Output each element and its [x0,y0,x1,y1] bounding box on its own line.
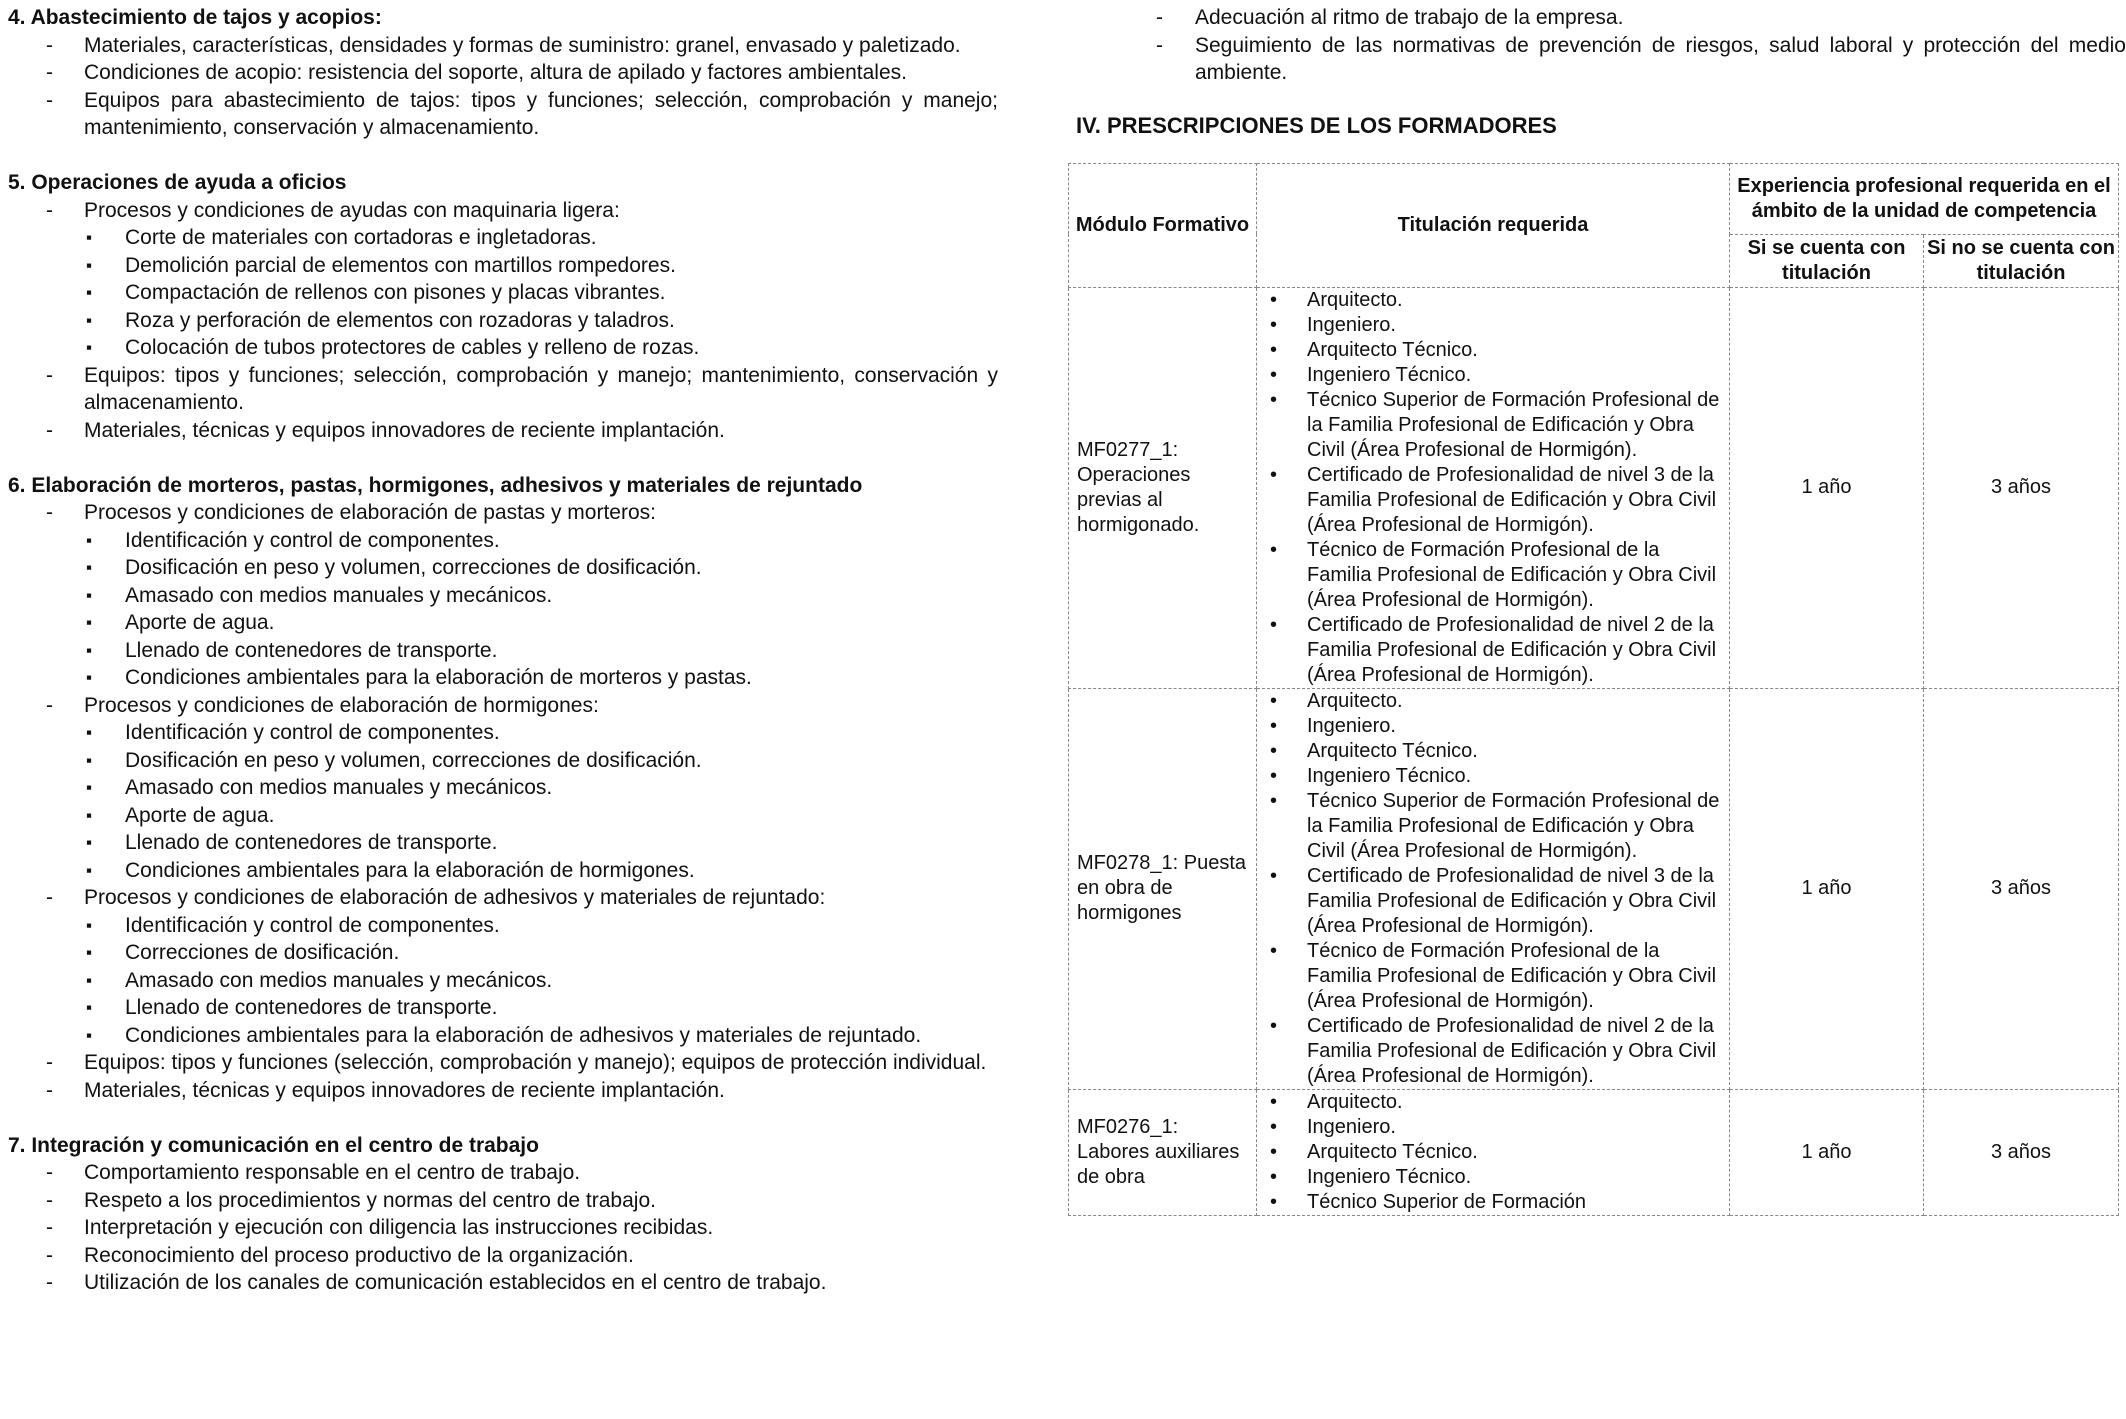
sub-list-item: ▪ Identificación y control de componentes. [8,719,998,747]
sub-list-item: ▪ Condiciones ambientales para la elaboración de morteros y pastas. [8,664,998,692]
sub-list-item: ▪ Corte de materiales con cortadoras e ingletadoras. [8,224,998,252]
experiencia-con-cell: 1 año [1730,287,1924,688]
sub-list-item: ▪ Amasado con medios manuales y mecánicos. [8,967,998,995]
titulacion-item: • Arquitecto. [1257,689,1725,714]
sub-list-item: ▪ Correcciones de dosificación. [8,939,998,967]
titulacion-item: • Ingeniero. [1257,313,1725,338]
titulacion-item: • Arquitecto Técnico. [1257,338,1725,363]
list-item: - Comportamiento responsable en el centro de trabajo. [8,1159,998,1187]
section-title: 4. Abastecimiento de tajos y acopios: [8,6,382,29]
titulacion-cell [1257,287,1730,688]
experiencia-con-cell: 1 año [1730,688,1924,1089]
titulacion-item: • Arquitecto Técnico. [1257,739,1725,764]
sub-list-item: ▪ Amasado con medios manuales y mecánicos. [8,774,998,802]
table-row [1069,1089,2119,1215]
list-item: - Procesos y condiciones de ayudas con maquinaria ligera: [8,197,998,225]
titulacion-item: • Ingeniero. [1257,714,1725,739]
titulacion-item: • Arquitecto. [1257,288,1725,313]
titulacion-item: • Arquitecto. [1257,1090,1725,1115]
section-4 [8,4,998,142]
list-item: - Reconocimiento del proceso productivo de la organización. [8,1242,998,1270]
list-item: - Procesos y condiciones de elaboración de hormigones: [8,692,998,720]
titulacion-item: • Técnico Superior de Formación [1257,1190,1725,1215]
sub-list-item: ▪ Aporte de agua. [8,609,998,637]
header-modulo: Módulo Formativo [1069,163,1257,287]
table-row [1069,287,2119,688]
titulacion-item: • Técnico Superior de Formación Profesional de la Familia Profesional de Edificación y Obra Civil (Área Profesional de Hormigón). [1257,789,1725,864]
titulacion-item: • Certificado de Profesionalidad de nivel 3 de la Familia Profesional de Edificación y Obra Civil (Área Profesional de Hormigón). [1257,864,1725,939]
right-column [1076,4,2126,1216]
titulacion-item: • Certificado de Profesionalidad de nivel 2 de la Familia Profesional de Edificación y Obra Civil (Área Profesional de Hormigón). [1257,613,1725,688]
section-title: 6. Elaboración de morteros, pastas, hormigones, adhesivos y materiales de rejuntado [8,473,863,497]
titulacion-item: • Certificado de Profesionalidad de nivel 2 de la Familia Profesional de Edificación y Obra Civil (Área Profesional de Hormigón). [1257,1014,1725,1089]
list-item: - Materiales, técnicas y equipos innovadores de reciente implantación. [8,417,998,445]
section-title: 7. Integración y comunicación en el centro de trabajo [8,1133,539,1157]
section-5 [8,169,998,444]
sub-list-item: ▪ Aporte de agua. [8,802,998,830]
experiencia-sin-cell: 3 años [1924,1089,2119,1215]
formadores-table [1068,163,2119,1216]
titulacion-item: • Técnico Superior de Formación Profesional de la Familia Profesional de Edificación y Obra Civil (Área Profesional de Hormigón). [1257,388,1725,463]
left-column [8,4,998,1297]
titulacion-item: • Ingeniero. [1257,1115,1725,1140]
list-item: - Equipos para abastecimiento de tajos: tipos y funciones; selección, comprobación y manejo; mantenimiento, conservación y almacenamiento. [8,87,998,142]
titulacion-cell [1257,688,1730,1089]
titulacion-item: • Ingeniero Técnico. [1257,1165,1725,1190]
sub-list-item: ▪ Dosificación en peso y volumen, correcciones de dosificación. [8,554,998,582]
list-item: - Procesos y condiciones de elaboración de pastas y morteros: [8,499,998,527]
list-item: - Respeto a los procedimientos y normas del centro de trabajo. [8,1187,998,1215]
header-titulacion: Titulación requerida [1257,163,1730,287]
list-item: - Adecuación al ritmo de trabajo de la empresa. [1076,4,2126,32]
sub-list-item: ▪ Llenado de contenedores de transporte. [8,829,998,857]
list-item: - Materiales, técnicas y equipos innovadores de reciente implantación. [8,1077,998,1105]
titulacion-item: • Ingeniero Técnico. [1257,764,1725,789]
list-item: - Equipos: tipos y funciones; selección, comprobación y manejo; mantenimiento, conservación y almacenamiento. [8,362,998,417]
titulacion-cell [1257,1089,1730,1215]
section-6 [8,472,998,1105]
header-con-titulacion: Si se cuenta con titulación [1730,234,1924,287]
sub-list-item: ▪ Dosificación en peso y volumen, correcciones de dosificación. [8,747,998,775]
sub-list-item: ▪ Colocación de tubos protectores de cables y relleno de rozas. [8,334,998,362]
table-row [1069,688,2119,1089]
titulacion-item: • Certificado de Profesionalidad de nivel 3 de la Familia Profesional de Edificación y Obra Civil (Área Profesional de Hormigón). [1257,463,1725,538]
header-sin-titulacion: Si no se cuenta con titulación [1924,234,2119,287]
sub-list-item: ▪ Compactación de rellenos con pisones y placas vibrantes. [8,279,998,307]
modulo-cell: MF0277_1: Operaciones previas al hormigonado. [1069,287,1257,688]
section-title: 5. Operaciones de ayuda a oficios [8,171,347,194]
section-7 [8,1132,998,1297]
list-item: - Interpretación y ejecución con diligencia las instrucciones recibidas. [8,1214,998,1242]
sub-list-item: ▪ Demolición parcial de elementos con martillos rompedores. [8,252,998,280]
sub-list-item: ▪ Roza y perforación de elementos con rozadoras y taladros. [8,307,998,335]
list-item: - Utilización de los canales de comunicación establecidos en el centro de trabajo. [8,1269,998,1297]
sub-list-item: ▪ Identificación y control de componentes. [8,912,998,940]
experiencia-sin-cell: 3 años [1924,287,2119,688]
titulacion-item: • Técnico de Formación Profesional de la Familia Profesional de Edificación y Obra Civil (Área Profesional de Hormigón). [1257,939,1725,1014]
header-experiencia: Experiencia profesional requerida en el ámbito de la unidad de competencia [1730,163,2119,234]
sub-list-item: ▪ Llenado de contenedores de transporte. [8,637,998,665]
list-item: - Seguimiento de las normativas de prevención de riesgos, salud laboral y protección del medio ambiente. [1076,32,2126,87]
titulacion-item: • Arquitecto Técnico. [1257,1140,1725,1165]
sub-list-item: ▪ Identificación y control de componentes. [8,527,998,555]
section-title: IV. PRESCRIPCIONES DE LOS FORMADORES [1076,112,1557,138]
experiencia-con-cell: 1 año [1730,1089,1924,1215]
sub-list-item: ▪ Condiciones ambientales para la elaboración de hormigones. [8,857,998,885]
list-item: - Materiales, características, densidades y formas de suministro: granel, envasado y paletizado. [8,32,998,60]
list-item: - Procesos y condiciones de elaboración de adhesivos y materiales de rejuntado: [8,884,998,912]
experiencia-sin-cell: 3 años [1924,688,2119,1089]
titulacion-item: • Técnico de Formación Profesional de la Familia Profesional de Edificación y Obra Civil (Área Profesional de Hormigón). [1257,538,1725,613]
list-item: - Condiciones de acopio: resistencia del soporte, altura de apilado y factores ambientales. [8,59,998,87]
modulo-cell: MF0276_1: Labores auxiliares de obra [1069,1089,1257,1215]
modulo-cell: MF0278_1: Puesta en obra de hormigones [1069,688,1257,1089]
sub-list-item: ▪ Amasado con medios manuales y mecánicos. [8,582,998,610]
sub-list-item: ▪ Condiciones ambientales para la elaboración de adhesivos y materiales de rejuntado. [8,1022,998,1050]
list-item: - Equipos: tipos y funciones (selección, comprobación y manejo); equipos de protección individual. [8,1049,998,1077]
titulacion-item: • Ingeniero Técnico. [1257,363,1725,388]
sub-list-item: ▪ Llenado de contenedores de transporte. [8,994,998,1022]
